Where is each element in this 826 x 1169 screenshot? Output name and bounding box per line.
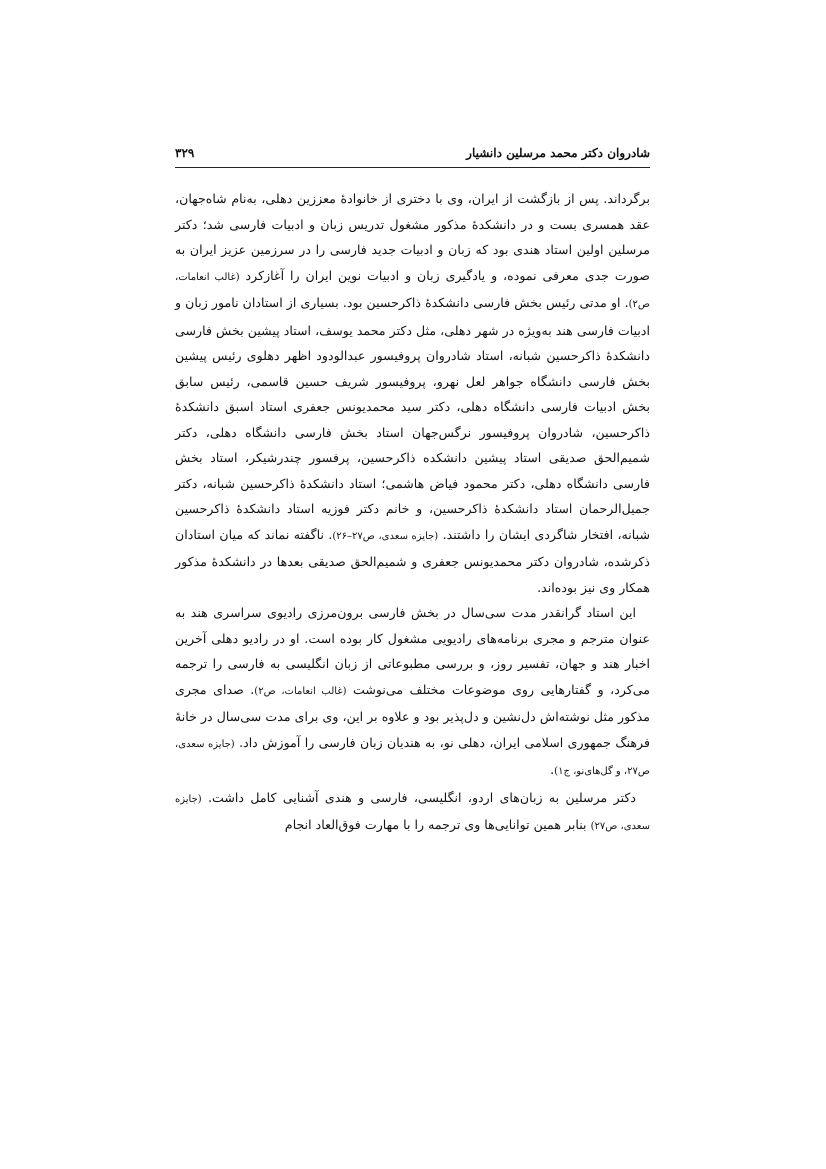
body-text: [175, 186, 650, 840]
running-title: شادروان دکتر محمد مرسلین دانشیار: [466, 146, 650, 160]
paragraph-text: برگرداند. پس از بازگشت از ایران، وی با دختری از خانوادهٔ معززین دهلی، به‌نام شاه‌جهان، عقد همسری بست و در دانشکدهٔ مذکور مشغول تدریس زبان و ادبیات فارسی شد؛ دکتر مرسلین اولین استاد هندی بود که زبان و ادبیات جدید فارسی را در سرزمین عزیز ایران به صورت جدی معرفی نموده، و یادگیری زبان و ادبیات نوین ایران را آغازکرد: [175, 191, 651, 283]
paragraph-text: بنابر همین توانایی‌ها وی ترجمه را با مهارت فوق‌العاد انجام: [284, 817, 591, 832]
paragraph-text: . ناگفته نماند که میان استادان ذکرشده، شادروان دکتر محمدیونس جعفری و شمیم‌الحق صدیقی بعدها در دانشکدهٔ مذکور همکار وی نیز بوده‌اند.: [175, 526, 650, 595]
running-header: [175, 146, 650, 166]
citation: (جایزه سعدی، ص۲۷): [175, 793, 650, 832]
paragraph-text: دکتر مرسلین به زبان‌های اردو، انگلیسی، فارسی و هندی آشنایی کامل داشت.: [201, 789, 636, 805]
paragraph: [175, 600, 650, 785]
paragraph-text: .: [550, 762, 555, 777]
paragraph: [175, 785, 650, 840]
header-divider: [175, 167, 650, 168]
citation: (غالب انعامات، ص۲): [254, 685, 347, 697]
citation: (غالب انعامات، ص۲): [175, 271, 650, 310]
paragraph: [175, 186, 650, 600]
paragraph-text: . صدای مجری مذکور مثل نوشته‌اش دل‌نشین و دل‌پذیر بود و علاوه بر این، وی برای مدت سی‌سال در خانهٔ فرهنگ جمهوری اسلامی ایران، دهلی نو، به هندیان زبان فارسی را آموزش داد.: [175, 681, 651, 750]
citation: (جایزه سعدی، ص۲۷، و گل‌های‌نو، ج۱): [175, 738, 650, 777]
paragraph-text: . او مدتی رئیس بخش فارسی دانشکدهٔ ذاکرحسین بود. بسیاری از استادان نامور زبان و ادبیات فارسی هند به‌ویژه در شهر دهلی، مثل دکتر محمد یوسف، استاد پیشین بخش فارسی دانشکدهٔ ذاکرحسین شبانه، استاد شادروان پروفیسور عبدالودود اظهر دهلوی رئیس پیشین بخش فارسی دانشگاه جواهر لعل نهرو، پروفیسور شریف حسین قاسمی، رئیس سابق بخش ادبیات فارسی دانشگاه دهلی، دکتر سید محمدیونس جعفری استاد اسبق دانشکدهٔ ذاکرحسین، شادروان پروفیسور نرگس‌جهان استاد بخش فارسی دانشگاه دهلی، دکتر شمیم‌الحق صدیقی استاد پیشین دانشکده ذاکرحسین، پرفسور چندرشیکر، استاد بخش فارسی دانشگاه دهلی، دکتر محمود فیاض هاشمی؛ استاد دانشکدهٔ ذاکرحسین شبانه، دکتر جمیل‌الرحمان استاد دانشکدهٔ ذاکرحسین، و خانم دکتر فوزیه استاد دانشکدهٔ ذاکرحسین شبانه، افتخار شاگردی ایشان را داشتند.: [175, 295, 651, 542]
citation: (جایزه سعدی، ص۲۷–۲۶): [332, 530, 439, 542]
page-number: ۳۲۹: [175, 146, 195, 160]
paragraph-text: این استاد گرانقدر مدت سی‌سال در بخش فارسی برون‌مرزی رادیوی سراسری هند به عنوان مترجم و مجری برنامه‌های رادیویی مشغول کار بوده است. او در رادیو دهلی آخرین اخبار هند و جهان، تفسیر روز، و بررسی مطبوعاتی از زبان انگلیسی به فارسی را ترجمه می‌کرد، و گفتارهایی روی موضوعات مختلف می‌نوشت: [175, 605, 651, 697]
